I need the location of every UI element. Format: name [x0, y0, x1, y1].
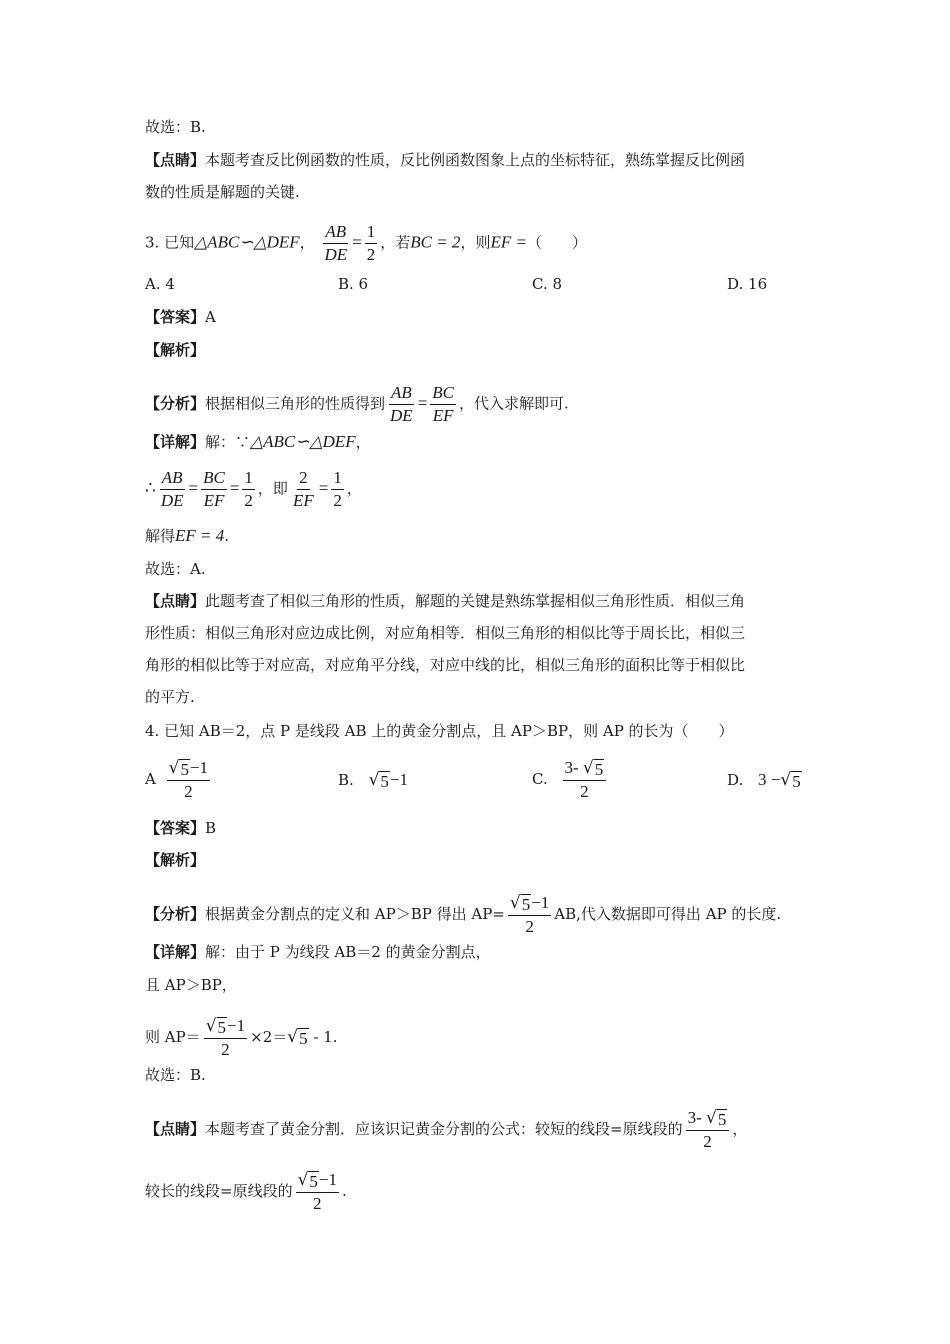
q3-analysis-tag: [145, 338, 205, 362]
q3-solve: [145, 524, 229, 548]
q3-s-num-3: 1: [242, 468, 255, 490]
q3-fenxi-den-2: EF: [432, 406, 454, 425]
q4-comment-den-2: 2: [313, 1194, 322, 1213]
q3-comment-1: [145, 589, 745, 613]
comment-tag: 【点睛】: [145, 151, 206, 169]
q2-comment-text-1: 本题考查反比例函数的性质，反比例函数图象上点的坐标特征，熟练掌握反比例函: [205, 151, 746, 169]
q3-s-frac-1: [159, 468, 186, 511]
q4-opt-d-radicand: 5: [792, 772, 801, 791]
q4-comment-2: [145, 1170, 347, 1214]
sqrt-symbol: √ 5: [582, 758, 604, 779]
q4-opt-a-label: A: [145, 770, 156, 788]
q4-fenxi-num: [508, 893, 551, 916]
q3-fenxi-eq: =: [417, 393, 428, 413]
q3-s-end: ，: [346, 479, 362, 498]
q4-detail-3-end: - 1.: [308, 1028, 338, 1046]
q4-detail-radicand: 5: [217, 1018, 227, 1037]
fenxi-tag: 【分析】: [145, 905, 206, 923]
q4-comment-2-end: .: [342, 1182, 347, 1200]
q4-opt-b-minus1: −1: [389, 770, 409, 789]
q4-comment-three: 3-: [687, 1108, 702, 1127]
q3-option-a: A. 4: [145, 275, 175, 293]
q4-opt-c-fraction: [563, 758, 607, 802]
q3-s-eq-3: =: [318, 478, 329, 498]
answer-tag: 【答案】: [145, 308, 206, 326]
detail-tag: 【详解】: [145, 943, 206, 961]
q4-detail-3-pre: 则 AP＝: [145, 1028, 201, 1046]
q4-comment-minus1: −1: [318, 1170, 338, 1189]
q3-ratio-fraction: [322, 222, 349, 265]
q4-option-b: [338, 768, 408, 792]
q4-option-a: [145, 758, 213, 802]
q3-s-frac-3: [242, 468, 255, 511]
q4-opt-b-math: [369, 770, 408, 789]
q3-option-c: C. 8: [532, 275, 563, 293]
comment-tag: 【点睛】: [145, 592, 206, 610]
q3-answer: [145, 305, 216, 329]
fenxi-tag: 【分析】: [145, 394, 206, 413]
q4-choose: 故选：B.: [145, 1066, 206, 1084]
q3-detail-1: [145, 430, 371, 454]
q3-detail-2: [145, 468, 362, 511]
q4-detail-1-text: 解：由于 P 为线段 AB＝2 的黄金分割点，: [205, 943, 491, 961]
q4-opt-a-fraction: [167, 758, 210, 802]
q4-opt-c-three: 3-: [564, 758, 579, 777]
q3-fenxi: [145, 383, 569, 426]
q4-detail-3-mid: ×2＝: [250, 1028, 288, 1046]
q4-fenxi-minus1: −1: [531, 893, 550, 912]
q4-option-c: [532, 758, 609, 802]
q2-comment-line-2: 数的性质是解题的关键.: [145, 183, 300, 201]
q3-s-den-3: 2: [244, 491, 253, 510]
q3-stem-prefix: 已知: [164, 233, 195, 252]
q3-s-den-2: EF: [203, 491, 225, 510]
q3-s-num-5: 1: [331, 468, 344, 490]
q4-detail-3: [145, 1016, 338, 1060]
q4-comment-radicand-1: 5: [717, 1110, 727, 1129]
q3-choose: 故选：A.: [145, 560, 206, 578]
q3-ji: ，即: [257, 479, 288, 498]
q2-choose: 故选：B.: [145, 118, 206, 136]
q4-opt-c-radicand: 5: [594, 760, 604, 779]
q4-detail-2: 且 AP＞BP，: [145, 976, 237, 994]
q3-fenxi-den-1: DE: [390, 406, 413, 425]
q3-comment-4: 的平方.: [145, 688, 195, 706]
q3-stem: [145, 222, 587, 265]
q3-solve-pre: 解得: [145, 527, 176, 545]
q3-detail-1-text: 解：∵: [205, 433, 251, 451]
q4-fenxi-den: 2: [525, 917, 534, 936]
q3-detail-1-end: ，: [355, 433, 371, 451]
q4-opt-c-num: [563, 758, 607, 781]
q3-bc-eq: BC = 2: [410, 232, 461, 252]
therefore-symbol: ∴: [145, 478, 156, 498]
q3-s-frac-4: [291, 468, 316, 511]
sqrt-symbol: √ 5: [780, 770, 801, 791]
q4-comment-1: [145, 1108, 747, 1152]
q4-fenxi-radicand: 5: [521, 895, 531, 914]
q3-solve-end: .: [224, 527, 230, 545]
sqrt-symbol: √ 5: [509, 893, 531, 914]
q3-s-den-4: EF: [292, 491, 314, 510]
q3-paren: （ ）: [526, 233, 587, 252]
q4-stem: [145, 719, 734, 743]
analysis-tag: 【解析】: [145, 851, 206, 869]
q4-opt-c-den: 2: [580, 782, 589, 801]
q3-comment-2: 形性质：相似三角形对应边成比例，对应角相等．相似三角形的相似比等于周长比，相似三: [145, 624, 746, 642]
q4-comment-2-text: 较长的线段=原线段的: [145, 1182, 293, 1200]
q4-detail-1: [145, 940, 491, 964]
detail-tag: 【详解】: [145, 433, 206, 451]
q4-fenxi-post: AB,代入数据即可得出 AP 的长度.: [554, 905, 782, 923]
q3-number: 3.: [145, 233, 160, 252]
analysis-tag: 【解析】: [145, 341, 206, 359]
q4-fenxi: [145, 893, 781, 937]
q3-detail-1-math: △ABC∽△DEF: [250, 432, 356, 451]
q4-answer-value: B: [205, 819, 217, 837]
q4-opt-c-label: C.: [532, 770, 548, 788]
q4-detail-3-radicand: 5: [299, 1029, 308, 1048]
q4-comment-den-1: 2: [703, 1132, 712, 1151]
q3-half-num: 1: [365, 222, 378, 244]
q4-comment-frac-1: [686, 1108, 730, 1152]
q4-analysis-tag: [145, 848, 205, 872]
q3-s-den-1: DE: [160, 491, 184, 510]
q3-comma: ，: [299, 233, 315, 252]
q4-detail-den: 2: [221, 1040, 230, 1059]
q3-comment-3: 角形的相似比等于对应高，对应角平分线，对应中线的比，相似三角形的面积比等于相似比: [145, 656, 746, 674]
comment-tag: 【点睛】: [145, 1120, 206, 1138]
q3-half-den: 2: [366, 245, 376, 264]
q4-comment-frac-2: [296, 1170, 339, 1214]
q3-then: ，则: [460, 233, 491, 252]
q4-opt-a-den: 2: [184, 782, 193, 801]
q3-ef-eq: EF =: [490, 232, 527, 252]
q3-option-d: D. 16: [727, 275, 768, 293]
q4-opt-a-minus1: −1: [189, 758, 209, 777]
q4-comment-1-text: 本题考查了黄金分割．应该识记黄金分割的公式：较短的线段=原线段的: [205, 1120, 683, 1138]
q4-opt-b-label: B.: [338, 771, 354, 789]
q4-option-d: [727, 768, 802, 792]
q4-number: 4.: [145, 722, 160, 740]
sqrt-symbol: √ 5: [297, 1170, 318, 1191]
q4-comment-radicand-2: 5: [309, 1172, 318, 1191]
q3-s-eq-1: =: [188, 478, 199, 498]
q3-half-fraction: [365, 222, 378, 265]
sqrt-symbol: √ 5: [205, 1016, 227, 1037]
q3-if: ，若: [380, 233, 411, 252]
q3-answer-value: A: [205, 308, 216, 326]
q3-fenxi-num-2: BC: [430, 383, 456, 405]
q4-detail-fraction: [204, 1016, 247, 1060]
q4-opt-b-radicand: 5: [380, 772, 389, 791]
q3-fenxi-num-1: AB: [389, 383, 414, 405]
q4-answer: [145, 816, 216, 840]
q4-opt-a-num: [167, 758, 210, 781]
q4-opt-d-three: 3 −: [758, 770, 781, 789]
q4-fenxi-pre: 根据黄金分割点的定义和 AP＞BP 得出 AP=: [205, 905, 505, 923]
q2-comment: [145, 148, 745, 172]
q3-fenxi-post: ，代入求解即可.: [459, 394, 569, 413]
q3-solve-math: EF = 4: [175, 526, 225, 545]
q4-detail-minus1: −1: [227, 1016, 246, 1035]
q3-ratio-den: DE: [324, 245, 348, 264]
q3-s-frac-5: [331, 468, 344, 511]
q4-opt-a-radicand: 5: [180, 760, 189, 779]
q3-fenxi-frac-2: [430, 383, 456, 426]
q3-s-frac-2: [201, 468, 227, 511]
q4-fenxi-fraction: [508, 893, 551, 937]
q3-s-den-5: 2: [333, 491, 342, 510]
q3-s-num-2: BC: [201, 468, 227, 490]
q4-comment-1-end: ，: [732, 1120, 748, 1138]
q4-stem-text: 已知 AB＝2，点 P 是线段 AB 上的黄金分割点，且 AP＞BP，则 AP 的长为（ ）: [164, 722, 734, 740]
q3-fenxi-pre: 根据相似三角形的性质得到: [205, 394, 386, 413]
q3-s-num-1: AB: [160, 468, 185, 490]
q4-detail-num: [204, 1016, 247, 1039]
q4-comment-num-2: [296, 1170, 339, 1193]
q3-ratio-num: AB: [323, 222, 348, 244]
sqrt-symbol: √ 5: [706, 1108, 727, 1129]
q3-s-num-4: 2: [297, 468, 310, 490]
answer-tag: 【答案】: [145, 819, 206, 837]
sqrt-symbol: √ 5: [368, 770, 389, 791]
q3-s-eq-2: =: [229, 478, 240, 498]
q3-fenxi-frac-1: [388, 383, 415, 426]
q3-comment-1-text: 此题考查了相似三角形的性质，解题的关键是熟练掌握相似三角形性质．相似三角: [205, 592, 746, 610]
q3-equals: =: [352, 232, 362, 252]
q4-opt-d-label: D.: [727, 771, 744, 789]
q4-opt-d-math: [758, 770, 802, 789]
q3-option-b: B. 6: [338, 275, 369, 293]
sqrt-symbol: √ 5: [168, 758, 189, 779]
q4-comment-num-1: [686, 1108, 730, 1131]
q3-similar-math: △ABC∽△DEF: [194, 232, 300, 252]
sqrt-symbol: √ 5: [287, 1027, 308, 1048]
